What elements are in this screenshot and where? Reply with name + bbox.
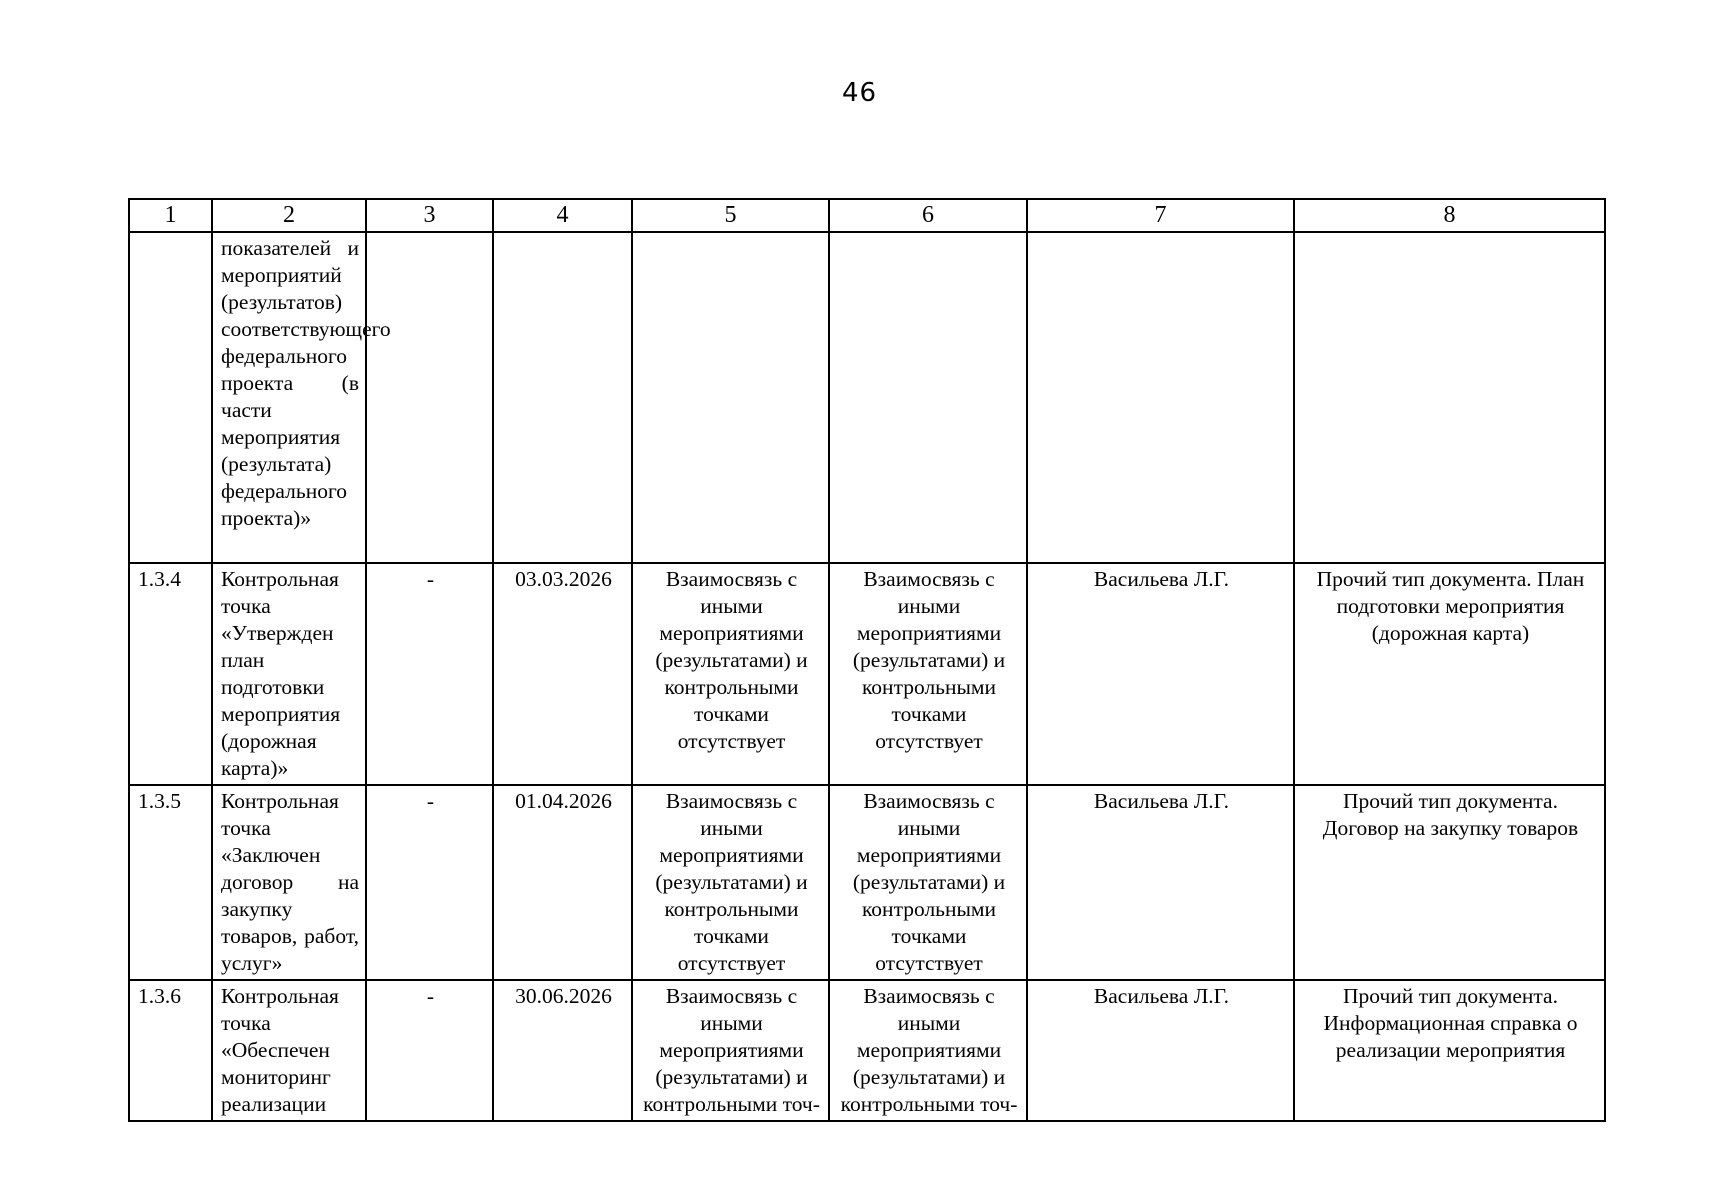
column-header-7: 7 (1027, 199, 1294, 232)
page-number: 46 (841, 78, 878, 108)
cell-col3: - (366, 980, 493, 1121)
table-row (129, 563, 1605, 785)
cell-document: Прочий тип документа. Договор на закупку товаров (1294, 785, 1605, 980)
cell-name: Контрольная точка «Утвержден план подготовки мероприятия (дорожная карта)» (212, 563, 366, 785)
cell-responsible: Васильева Л.Г. (1027, 563, 1294, 785)
table-row (129, 785, 1605, 980)
cell-date: 30.06.2026 (493, 980, 632, 1121)
table-row-continuation (129, 232, 1605, 563)
cell-relation-5: Взаимосвязь с иными мероприятиями (результатами) и контрольными точками отсутствует (632, 785, 829, 980)
cell-name: Контрольная точка «Заключен договор на закупку товаров, работ, услуг» (212, 785, 366, 980)
cell-relation-5: Взаимосвязь с иными мероприятиями (результатами) и контрольными точками отсутствует (632, 563, 829, 785)
cell-date: 03.03.2026 (493, 563, 632, 785)
cell-name: Контрольная точка «Обеспечен мониторинг реализации (212, 980, 366, 1121)
column-header-2: 2 (212, 199, 366, 232)
cell-responsible: Васильева Л.Г. (1027, 980, 1294, 1121)
plan-table (128, 198, 1606, 1122)
cell-continued-name: показателей и мероприятий (результатов) соответствующего федерального проекта (в части мероприятия (результата) федерального проекта)» (212, 232, 366, 563)
cell-empty (632, 232, 829, 563)
cell-number: 1.3.6 (129, 980, 212, 1121)
column-header-8: 8 (1294, 199, 1605, 232)
cell-relation-5: Взаимосвязь с иными мероприятиями (результатами) и контрольными точ- (632, 980, 829, 1121)
cell-date: 01.04.2026 (493, 785, 632, 980)
column-header-1: 1 (129, 199, 212, 232)
cell-responsible: Васильева Л.Г. (1027, 785, 1294, 980)
cell-empty (493, 232, 632, 563)
table-row (129, 980, 1605, 1121)
column-header-5: 5 (632, 199, 829, 232)
cell-empty (366, 232, 493, 563)
cell-number: 1.3.4 (129, 563, 212, 785)
cell-col3: - (366, 785, 493, 980)
cell-empty (1027, 232, 1294, 563)
cell-relation-6: Взаимосвязь с иными мероприятиями (результатами) и контрольными точками отсутствует (829, 785, 1027, 980)
column-header-3: 3 (366, 199, 493, 232)
column-header-6: 6 (829, 199, 1027, 232)
cell-relation-6: Взаимосвязь с иными мероприятиями (результатами) и контрольными точками отсутствует (829, 563, 1027, 785)
cell-empty (1294, 232, 1605, 563)
cell-empty (829, 232, 1027, 563)
cell-number: 1.3.5 (129, 785, 212, 980)
cell-document: Прочий тип документа. Информационная справка о реализации мероприятия (1294, 980, 1605, 1121)
cell-document: Прочий тип документа. План подготовки мероприятия (дорожная карта) (1294, 563, 1605, 785)
column-header-4: 4 (493, 199, 632, 232)
cell-empty (129, 232, 212, 563)
cell-relation-6: Взаимосвязь с иными мероприятиями (результатами) и контрольными точ- (829, 980, 1027, 1121)
cell-col3: - (366, 563, 493, 785)
header-row (129, 199, 1605, 232)
